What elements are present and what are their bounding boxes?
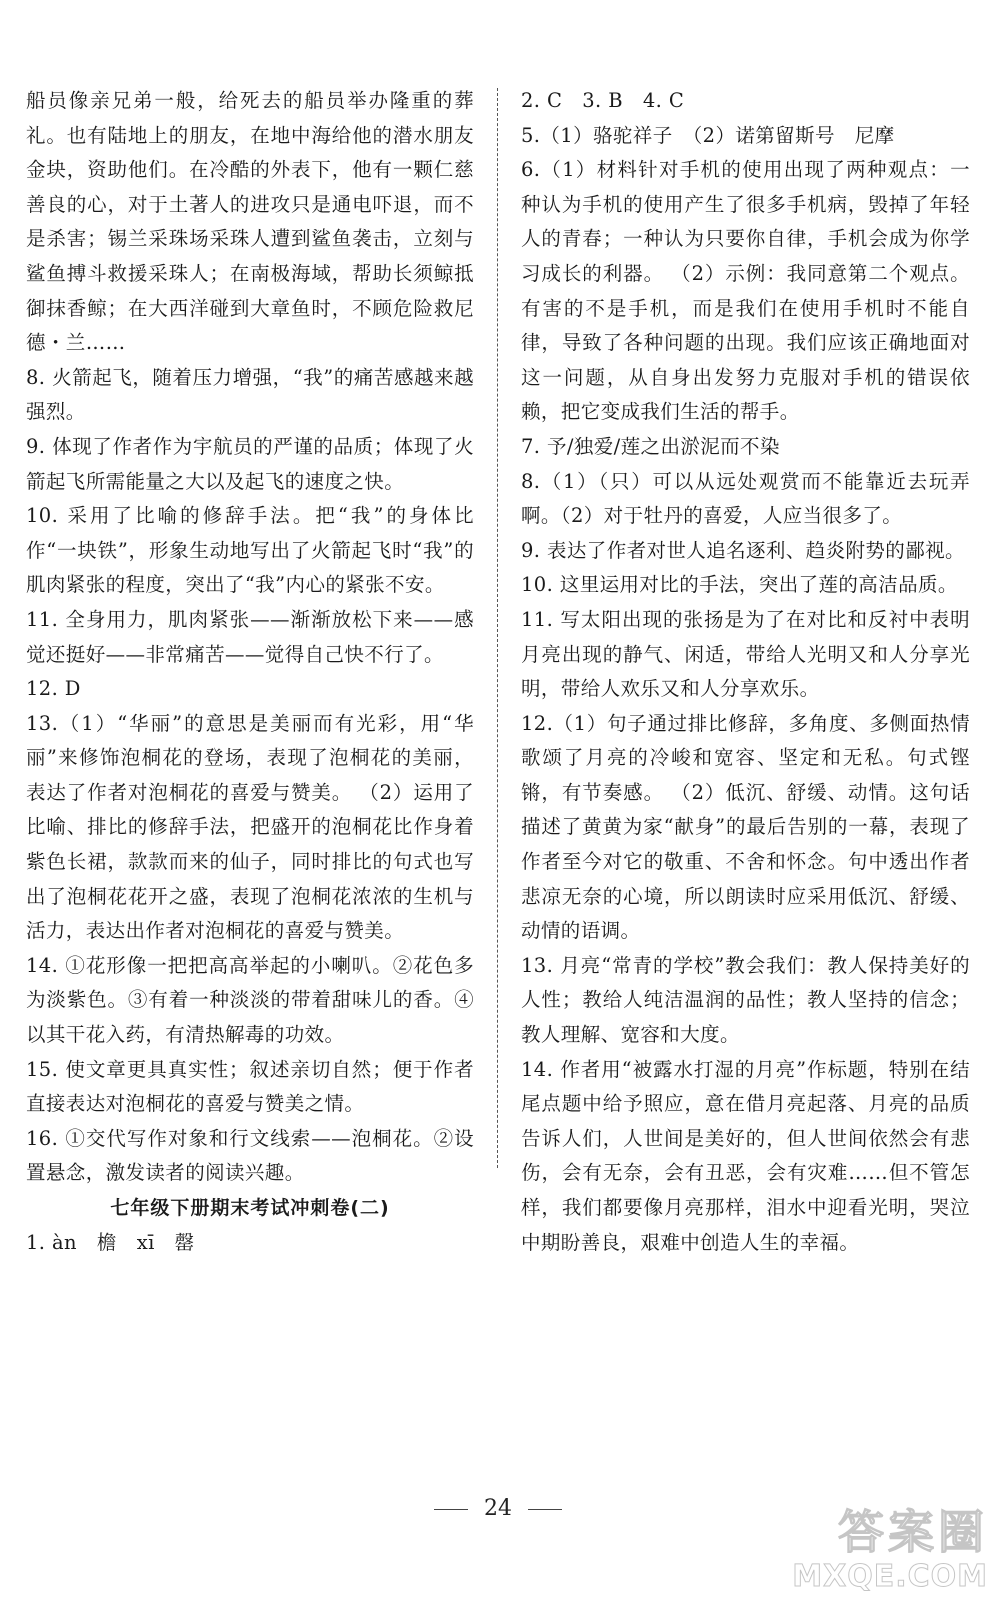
answer-paragraph: 2. C 3. B 4. C [521,89,685,112]
answer-paragraph: 12.（1）句子通过排比修辞，多角度、多侧面热情歌颂了月亮的冷峻和宽容、坚定和无私。句式铿锵，有节奏感。 （2）低沉、舒缓、动情。这句话描述了黄黄为家“献身”的最后告别的一幕，表现了作者至今对它的敬重、不舍和怀念。句中透出作者悲凉无奈的心境，所以朗读时应采用低沉、舒缓、动情的语调。 [521,711,970,943]
answer-paragraph: 13. 月亮“常青的学校”教会我们：教人保持美好的人性；教给人纯洁温润的品性；教人坚持的信念；教人理解、宽容和大度。 [521,953,970,1047]
column-divider [497,88,498,1168]
answer-paragraph: 10. 这里运用对比的手法，突出了莲的高洁品质。 [521,573,958,597]
answer-paragraph: 12. D [26,677,81,701]
answer-paragraph: 7. 予/独爱/莲之出淤泥而不染 [521,434,780,458]
page-number: 24 [484,1496,512,1521]
answer-paragraph: 5.（1）骆驼祥子 （2）诺第留斯号 尼摩 [521,123,895,147]
answer-paragraph: 9. 表达了作者对世人追名逐利、趋炎附势的鄙视。 [521,538,965,562]
answer-paragraph: 9. 体现了作者作为宇航员的严谨的品质；体现了火箭起飞所需能量之大以及起飞的速度之快。 [26,434,474,493]
answer-paragraph: 14. ①花形像一把把高高举起的小喇叭。②花色多为淡紫色。③有着一种淡淡的带着甜味儿的香。④以其干花入药，有清热解毒的功效。 [26,953,474,1047]
section-title: 七年级下册期末考试冲刺卷(二) [110,1197,390,1219]
right-column [521,84,970,1260]
watermark-url: MXQE.COM [792,1559,988,1594]
answer-paragraph: 10. 采用了比喻的修辞手法。把“我”的身体比作“一块铁”，形象生动地写出了火箭起飞时“我”的肌肉紧张的程度，突出了“我”内心的紧张不安。 [26,504,474,597]
answer-paragraph: 6.（1）材料针对手机的使用出现了两种观点：一种认为手机的使用产生了很多手机病，毁掉了年轻人的青春；一种认为只要你自律，手机会成为你学习成长的利器。 （2）示例：我同意第二个观点。有害的不是手机，而是我们在使用手机时不能自律，导致了各种问题的出现。我们应该正确地面对这一问题，从自身出发努力克服对手机的错误依赖，把它变成我们生活的帮手。 [521,158,970,424]
answer-paragraph: 8. 火箭起飞，随着压力增强，“我”的痛苦感越来越强烈。 [26,365,474,424]
footer-rule-right [528,1509,562,1510]
answer-paragraph: 14. 作者用“被露水打湿的月亮”作标题，特别在结尾点题中给予照应，意在借月亮起落、月亮的品质告诉人们，人世间是美好的，但人世间依然会有悲伤，会有无奈，会有丑恶，会有灾难……但不管怎样，我们都要像月亮那样，泪水中迎看光明，哭泣中期盼善良，艰难中创造人生的幸福。 [521,1057,970,1254]
answer-paragraph: 15. 使文章更具真实性；叙述亲切自然；便于作者直接表达对泡桐花的喜爱与赞美之情。 [26,1057,474,1116]
watermark-logo [788,1504,988,1594]
answer-paragraph: 11. 全身用力，肌肉紧张——渐渐放松下来——感觉还挺好——非常痛苦——觉得自己快不行了。 [26,607,474,666]
answer-paragraph: 11. 写太阳出现的张扬是为了在对比和反衬中表明月亮出现的静气、闲适，带给人光明又和人分享光明，带给人欢乐又和人分享欢乐。 [521,607,970,701]
answer-paragraph: 16. ①交代写作对象和行文线索——泡桐花。②设置悬念，激发读者的阅读兴趣。 [26,1126,474,1185]
answer-paragraph: 13.（1）“华丽”的意思是美丽而有光彩，用“华丽”来修饰泡桐花的登场，表现了泡桐花的美丽，表达了作者对泡桐花的喜爱与赞美。 （2）运用了比喻、排比的修辞手法，把盛开的泡桐花比作身着紫色长裙，款款而来的仙子，同时排比的句式也写出了泡桐花花开之盛，表现了泡桐花浓浓的生机与活力，表达出作者对泡桐花的喜爱与赞美。 [26,711,474,943]
answer-paragraph: 1. àn 檐 xī 罄 [26,1230,195,1254]
answer-paragraph: 8.（1）（只）可以从远处观赏而不能靠近去玩弄啊。（2）对于牡丹的喜爱，人应当很多了。 [521,469,970,528]
watermark-logo-text: 答案圈 [838,1505,988,1559]
footer-rule-left [434,1509,468,1510]
answer-paragraph: 船员像亲兄弟一般，给死去的船员举办隆重的葬礼。也有陆地上的朋友，在地中海给他的潜水朋友金块，资助他们。在冷酷的外表下，他有一颗仁慈善良的心，对于土著人的进攻只是通电吓退，而不是杀害；锡兰采珠场采珠人遭到鲨鱼袭击，立刻与鲨鱼搏斗救援采珠人；在南极海域，帮助长须鲸抵御抹香鲸；在大西洋碰到大章鱼时，不顾危险救尼德・兰…… [26,89,474,355]
left-column [26,84,474,1260]
